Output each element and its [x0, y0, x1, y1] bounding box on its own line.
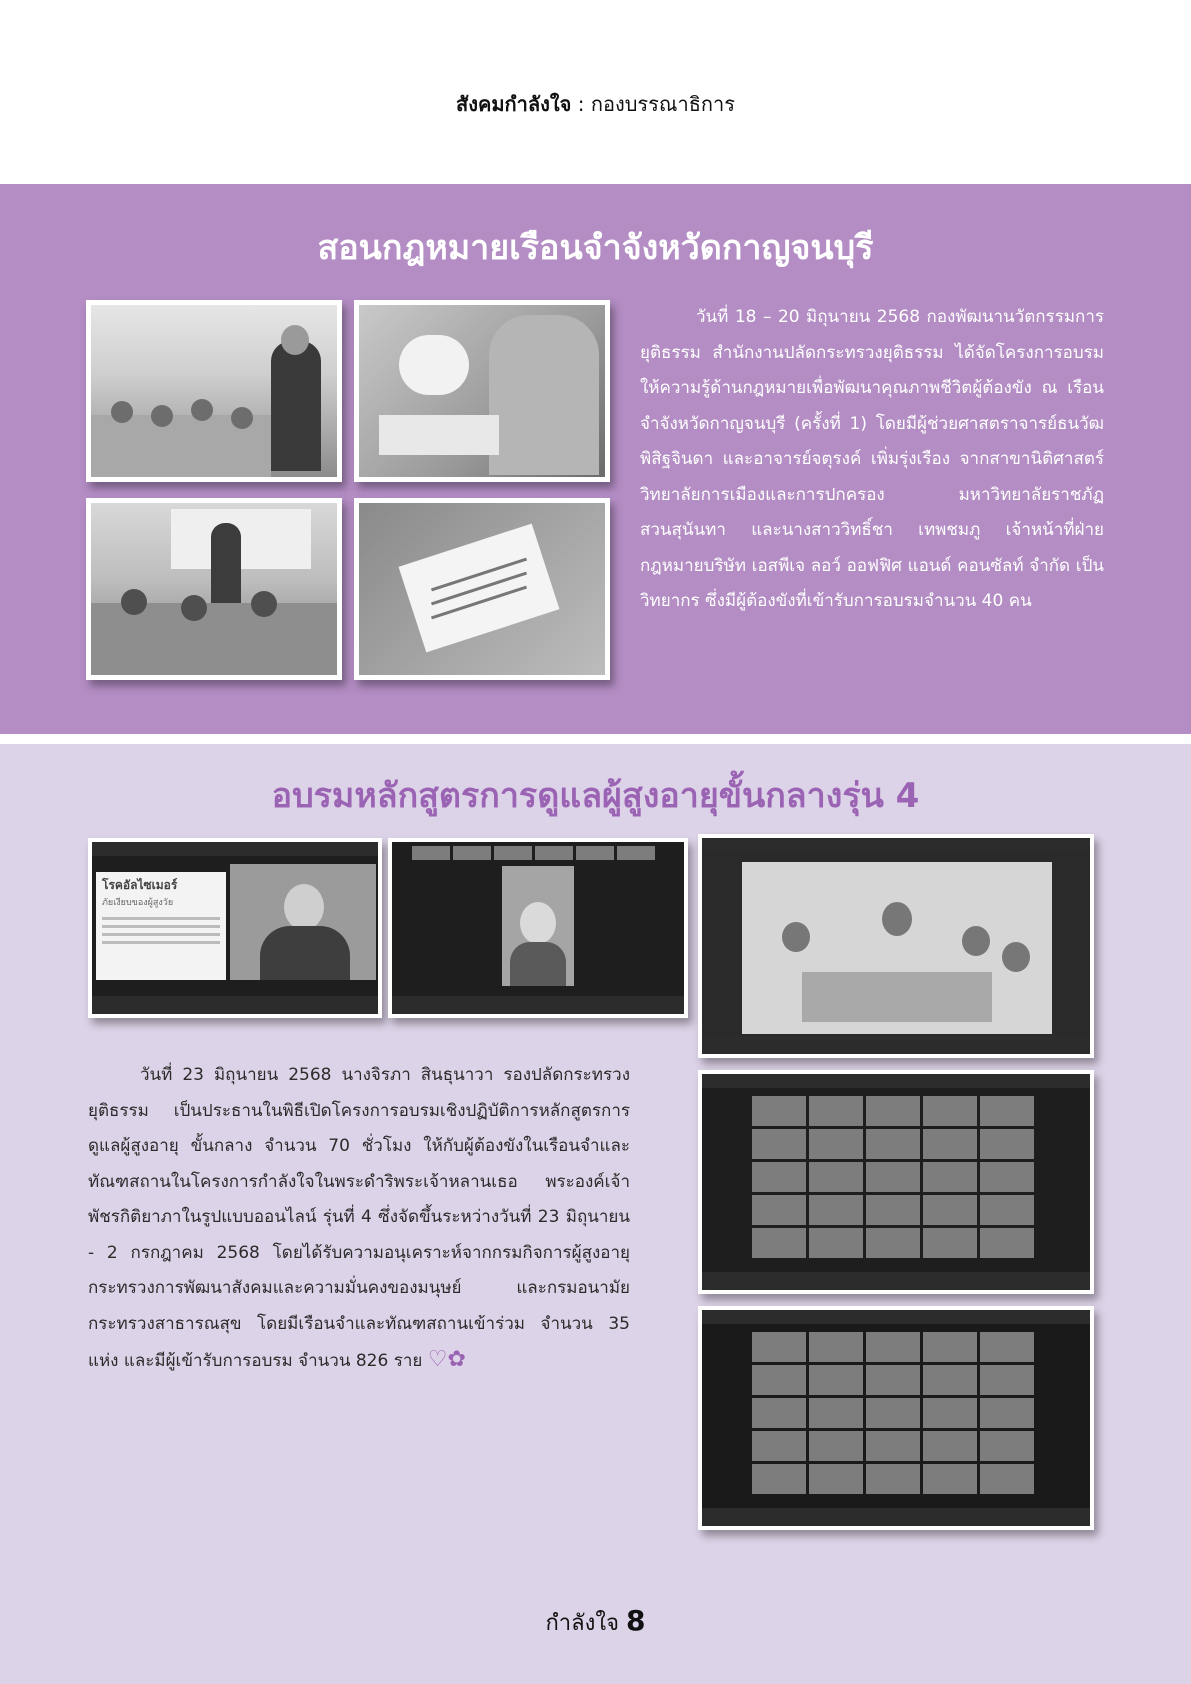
photo-classroom-speaker	[86, 300, 342, 482]
section2-body	[88, 1058, 630, 1380]
section2-paragraph: วันที่ 23 มิถุนายน 2568 นางจิรภา สินธุนาวา รองปลัดกระทรวงยุติธรรม เป็นประธานในพิธีเปิดโครงการอบรมเชิงปฏิบัติการหลักสูตรการดูแลผู้สูงอายุ ขั้นกลาง จำนวน 70 ชั่วโมง ให้กับผู้ต้องขังในเรือนจำและทัณฑสถานในโครงการกำลังใจในพระดำริพระเจ้าหลานเธอ พระองค์เจ้าพัชรกิติยาภาในรูปแบบออนไลน์ รุ่นที่ 4 ซึ่งจัดขึ้นระหว่างวันที่ 23 มิถุนายน - 2 กรกฎาคม 2568 โดยได้รับความอนุเคราะห์จากกรมกิจการผู้สูงอายุ กระทรวงการพัฒนาสังคมและความมั่นคงของมนุษย์ และกรมอนามัย กระทรวงสาธารณสุข โดยมีเรือนจำและทัณฑสถานเข้าร่วม จำนวน 35 แห่ง และมีผู้เข้ารับการอบรม จำนวน 826 ราย	[88, 1065, 630, 1371]
heart-flower-icon: ♡✿	[427, 1347, 466, 1372]
screenshot-zoom-gallery-1	[698, 1070, 1094, 1294]
photo-writing-closeup	[354, 300, 610, 482]
photo-presenter-hall	[86, 498, 342, 680]
section1-title: สอนกฎหมายเรือนจำจังหวัดกาญจนบุรี	[317, 228, 874, 268]
section-law-training	[0, 184, 1191, 734]
header-separator: :	[571, 92, 591, 116]
header-author: กองบรรณาธิการ	[590, 92, 735, 116]
page-header	[0, 88, 1191, 120]
footer-label: กำลังใจ	[545, 1611, 620, 1636]
page-number: 8	[626, 1604, 646, 1637]
slide-subtitle: ภัยเงียบของผู้สูงวัย	[102, 898, 174, 908]
section-elderly-care-training	[0, 744, 1191, 1684]
photo-reading-document	[354, 498, 610, 680]
screenshot-zoom-gallery-2	[698, 1306, 1094, 1530]
page-footer	[0, 1604, 1191, 1640]
section1-paragraph: วันที่ 18 – 20 มิถุนายน 2568 กองพัฒนานวัตกรรมการยุติธรรม สำนักงานปลัดกระทรวงยุติธรรม ได้จัดโครงการอบรมให้ความรู้ด้านกฎหมายเพื่อพัฒนาคุณภาพชีวิตผู้ต้องขัง ณ เรือนจำจังหวัดกาญจนบุรี (ครั้งที่ 1) โดยมีผู้ช่วยศาสตราจารย์ธนวัฒ พิสิฐจินดา และอาจารย์จตุรงค์ เพิ่มรุ่งเรือง จากสาขานิติศาสตร์ วิทยาลัยการเมืองและการปกครอง มหาวิทยาลัยราชภัฏสวนสุนันทา และนางสาววิทธิ์ชา เทพชมภู เจ้าหน้าที่ฝ่ายกฎหมายบริษัท เอสพีเจ ลอว์ ออฟฟิศ แอนด์ คอนซัลท์ จำกัด เป็นวิทยากร ซึ่งมีผู้ต้องขังที่เข้ารับการอบรมจำนวน 40 คน	[640, 307, 1104, 611]
section2-title: อบรมหลักสูตรการดูแลผู้สูงอายุขั้นกลางรุ่น 4	[271, 776, 920, 816]
slide-title: โรคอัลไซเมอร์	[102, 878, 178, 892]
screenshot-zoom-meeting-room	[698, 834, 1094, 1058]
screenshot-zoom-presenter	[88, 838, 382, 1018]
header-section: สังคมกำลังใจ	[456, 92, 572, 116]
section1-body	[640, 300, 1104, 620]
screenshot-zoom-speaker	[388, 838, 688, 1018]
